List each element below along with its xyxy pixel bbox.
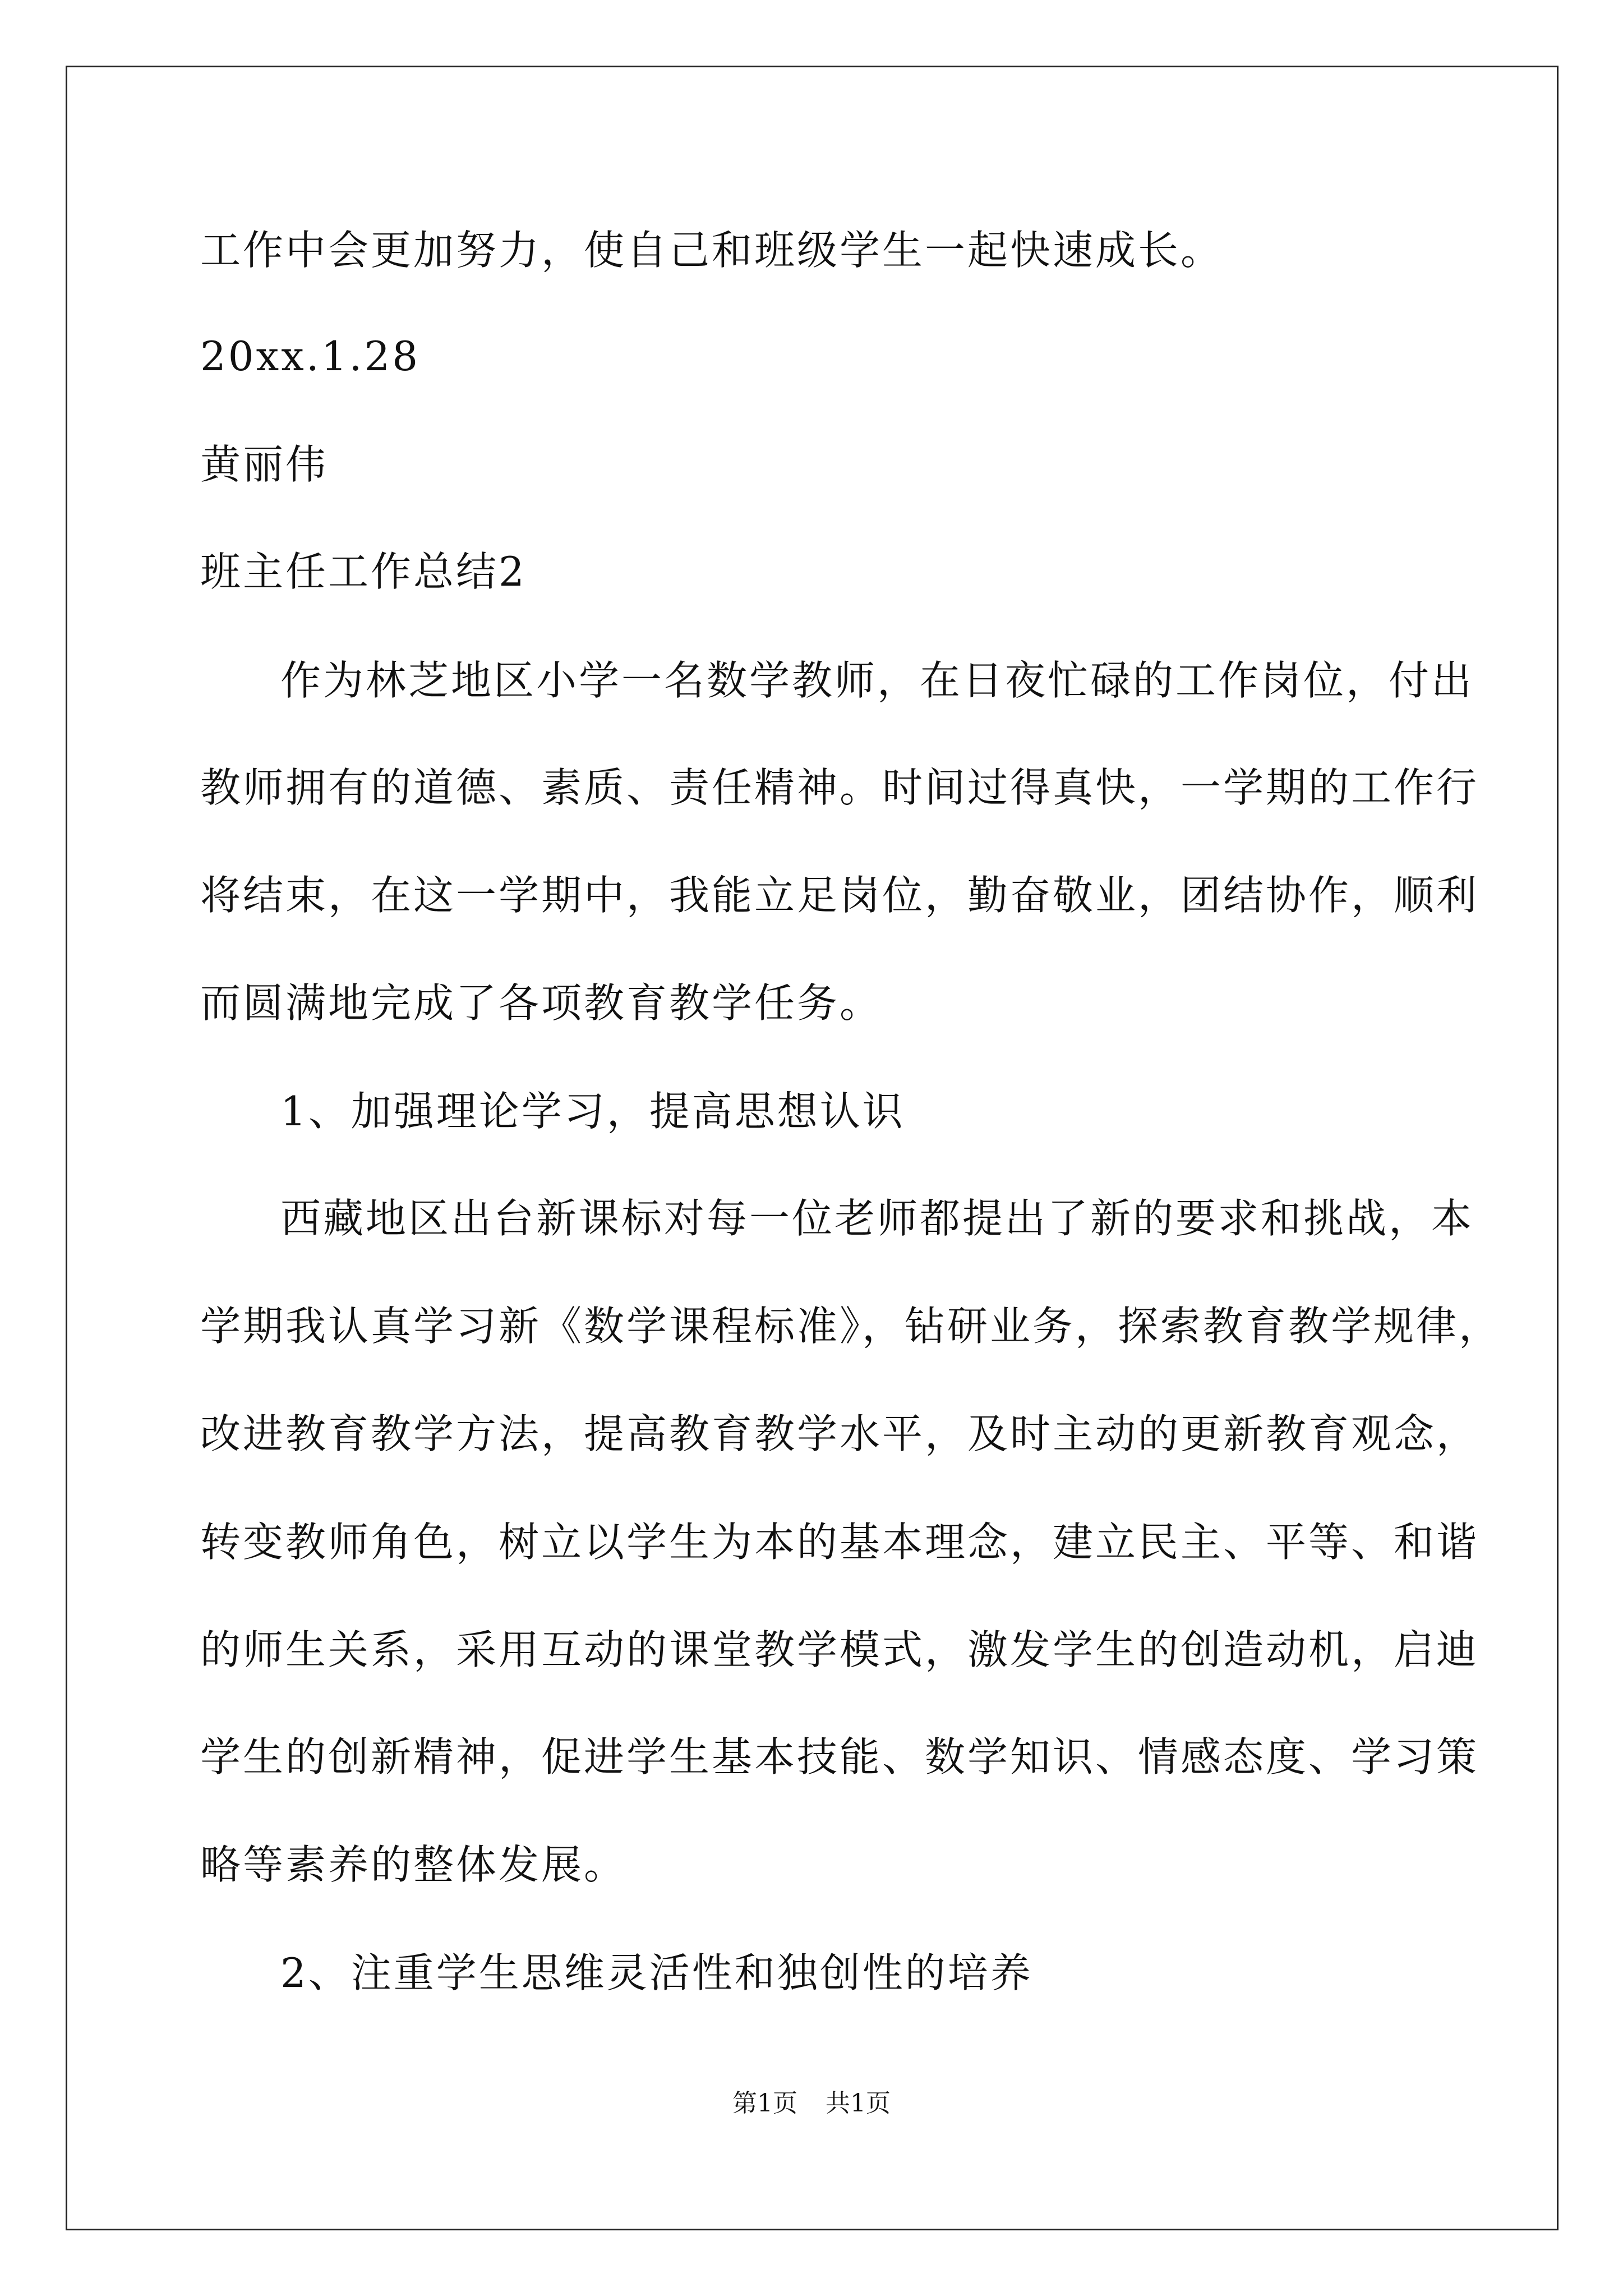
paragraph-line: 略等素养的整体发展。 [200, 1841, 627, 1888]
section-title: 班主任工作总结2 [200, 548, 527, 595]
subheading-2: 2、注重学生思维灵活性和独创性的培养 [280, 1949, 1033, 1996]
paragraph-line: 改进教育教学方法，提高教育教学水平，及时主动的更新教育观念， [200, 1410, 1479, 1457]
date-line: 20xx.1.28 [200, 333, 421, 380]
page-number: 第1页 [732, 2089, 797, 2118]
paragraph-line: 学生的创新精神，促进学生基本技能、数学知识、情感态度、学习策 [200, 1733, 1479, 1780]
author-line: 黄丽伟 [200, 441, 329, 488]
paragraph-line: 西藏地区出台新课标对每一位老师都提出了新的要求和挑战，本 [280, 1195, 1474, 1242]
subheading-1: 1、加强理论学习，提高思想认识 [280, 1088, 905, 1135]
page-border [66, 66, 1559, 2230]
page-total: 共1页 [826, 2089, 891, 2118]
paragraph-line: 的师生关系，采用互动的课堂教学模式，激发学生的创造动机，启迪 [200, 1626, 1479, 1673]
paragraph-line: 教师拥有的道德、素质、责任精神。时间过得真快，一学期的工作行 [200, 764, 1479, 811]
paragraph-line: 作为林芝地区小学一名数学教师，在日夜忙碌的工作岗位，付出 [280, 657, 1474, 704]
paragraph-line: 而圆满地完成了各项教育教学任务。 [200, 979, 883, 1027]
page-footer [0, 2091, 1623, 2116]
paragraph-line: 转变教师角色，树立以学生为本的基本理念，建立民主、平等、和谐 [200, 1519, 1479, 1566]
paragraph-line: 将结束，在这一学期中，我能立足岗位，勤奋敬业，团结协作，顺利 [200, 872, 1479, 919]
text-line: 工作中会更加努力，使自己和班级学生一起快速成长。 [200, 227, 1224, 274]
paragraph-line: 学期我认真学习新《数学课程标准》，钻研业务，探索教育教学规律， [200, 1303, 1502, 1350]
